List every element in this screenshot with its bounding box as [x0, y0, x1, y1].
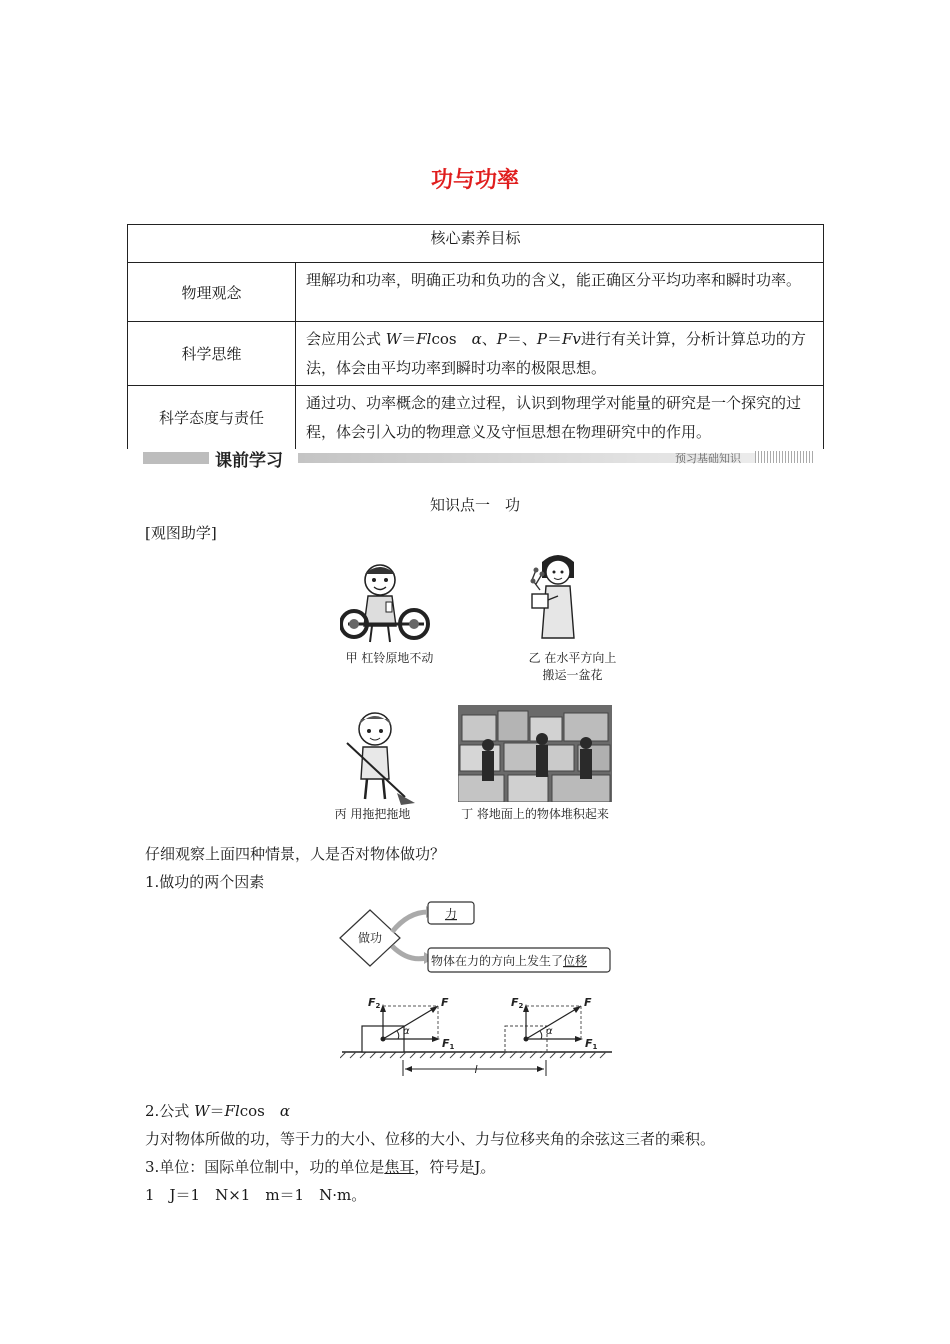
arrow-to-force — [392, 912, 428, 932]
label-alpha-left: α — [403, 1026, 410, 1037]
unit-equation: 1 J＝1 N×1 m＝1 N·m。 — [145, 1186, 367, 1204]
banner-left-bar — [143, 452, 209, 464]
item2-text: 力对物体所做的功，等于力的大小、位移的大小、力与位移夹角的余弦这三者的乘积。 — [145, 1130, 716, 1148]
goal-text-physics-concept: 理解功和功率，明确正功和负功的含义，能正确区分平均功率和瞬时功率。 — [296, 263, 824, 322]
label-f1-left: F1 — [442, 1037, 455, 1051]
banner-label: 课前学习 — [215, 451, 283, 471]
goal-label-attitude-responsibility: 科学态度与责任 — [128, 386, 296, 450]
mopping-boy-illustration — [335, 707, 415, 807]
caption-a: 甲 杠铃原地不动 — [345, 651, 434, 665]
goal-label-scientific-thinking: 科学思维 — [128, 322, 296, 386]
item3-text: 3.单位：国际单位制中，功的单位是焦耳，符号是J。 — [145, 1158, 496, 1176]
core-goals-table — [127, 224, 824, 449]
caption-c: 丙 用拖把拖地 — [334, 807, 411, 821]
section-banner — [143, 447, 814, 469]
question-text: 仔细观察上面四种情景，人是否对物体做功？ — [145, 845, 446, 863]
goal-text-attitude-responsibility: 通过功、功率概念的建立过程，认识到物理学对能量的研究是一个探究的过程，体会引入功的物理意义及守恒思想在物理研究中的作用。 — [296, 386, 824, 450]
label-f2-left: F2 — [368, 996, 381, 1010]
page-title: 功与功率 — [430, 168, 519, 193]
force-decomposition-diagram — [340, 992, 615, 1082]
banner-right-label: 预习基础知识 — [675, 452, 741, 465]
arrow-to-displacement — [392, 946, 426, 959]
stacking-boxes-photo — [458, 705, 612, 802]
force-f-arrow-left — [383, 1006, 438, 1039]
label-f-left: F — [441, 996, 449, 1009]
label-f-right: F — [584, 996, 592, 1009]
displacement-label: 物体在力的方向上发生了位移 — [431, 954, 588, 968]
caption-d: 丁 将地面上的物体堆积起来 — [461, 807, 609, 821]
barbell-lifter-illustration — [340, 556, 432, 648]
label-f1-right: F1 — [585, 1037, 598, 1051]
label-f2-right: F2 — [511, 996, 524, 1010]
figure-study-label: [观图助学] — [145, 524, 217, 542]
section-heading: 知识点一 功 — [429, 496, 520, 514]
carrying-flower-illustration — [528, 550, 588, 645]
goals-table-header: 核心素养目标 — [128, 225, 824, 263]
force-label: 力 — [444, 907, 458, 921]
work-factors-diagram — [330, 896, 620, 981]
item1-title: 1.做功的两个因素 — [145, 873, 265, 891]
label-alpha-right: α — [546, 1026, 553, 1037]
banner-stripes — [755, 451, 814, 463]
force-f-arrow-right — [526, 1006, 581, 1039]
goal-text-scientific-thinking: 会应用公式 W＝Flcos α、P＝、P＝Fv进行有关计算，分析计算总功的方法，体会由平均功率到瞬时功率的极限思想。 — [296, 322, 824, 386]
label-l: l — [474, 1063, 478, 1076]
goal-label-physics-concept: 物理观念 — [128, 263, 296, 322]
item2-formula: 2.公式 W＝Flcos α — [145, 1102, 291, 1120]
caption-b: 乙 在水平方向上 搬运一盆花 — [528, 651, 617, 682]
diagram-center-label: 做功 — [357, 931, 383, 945]
